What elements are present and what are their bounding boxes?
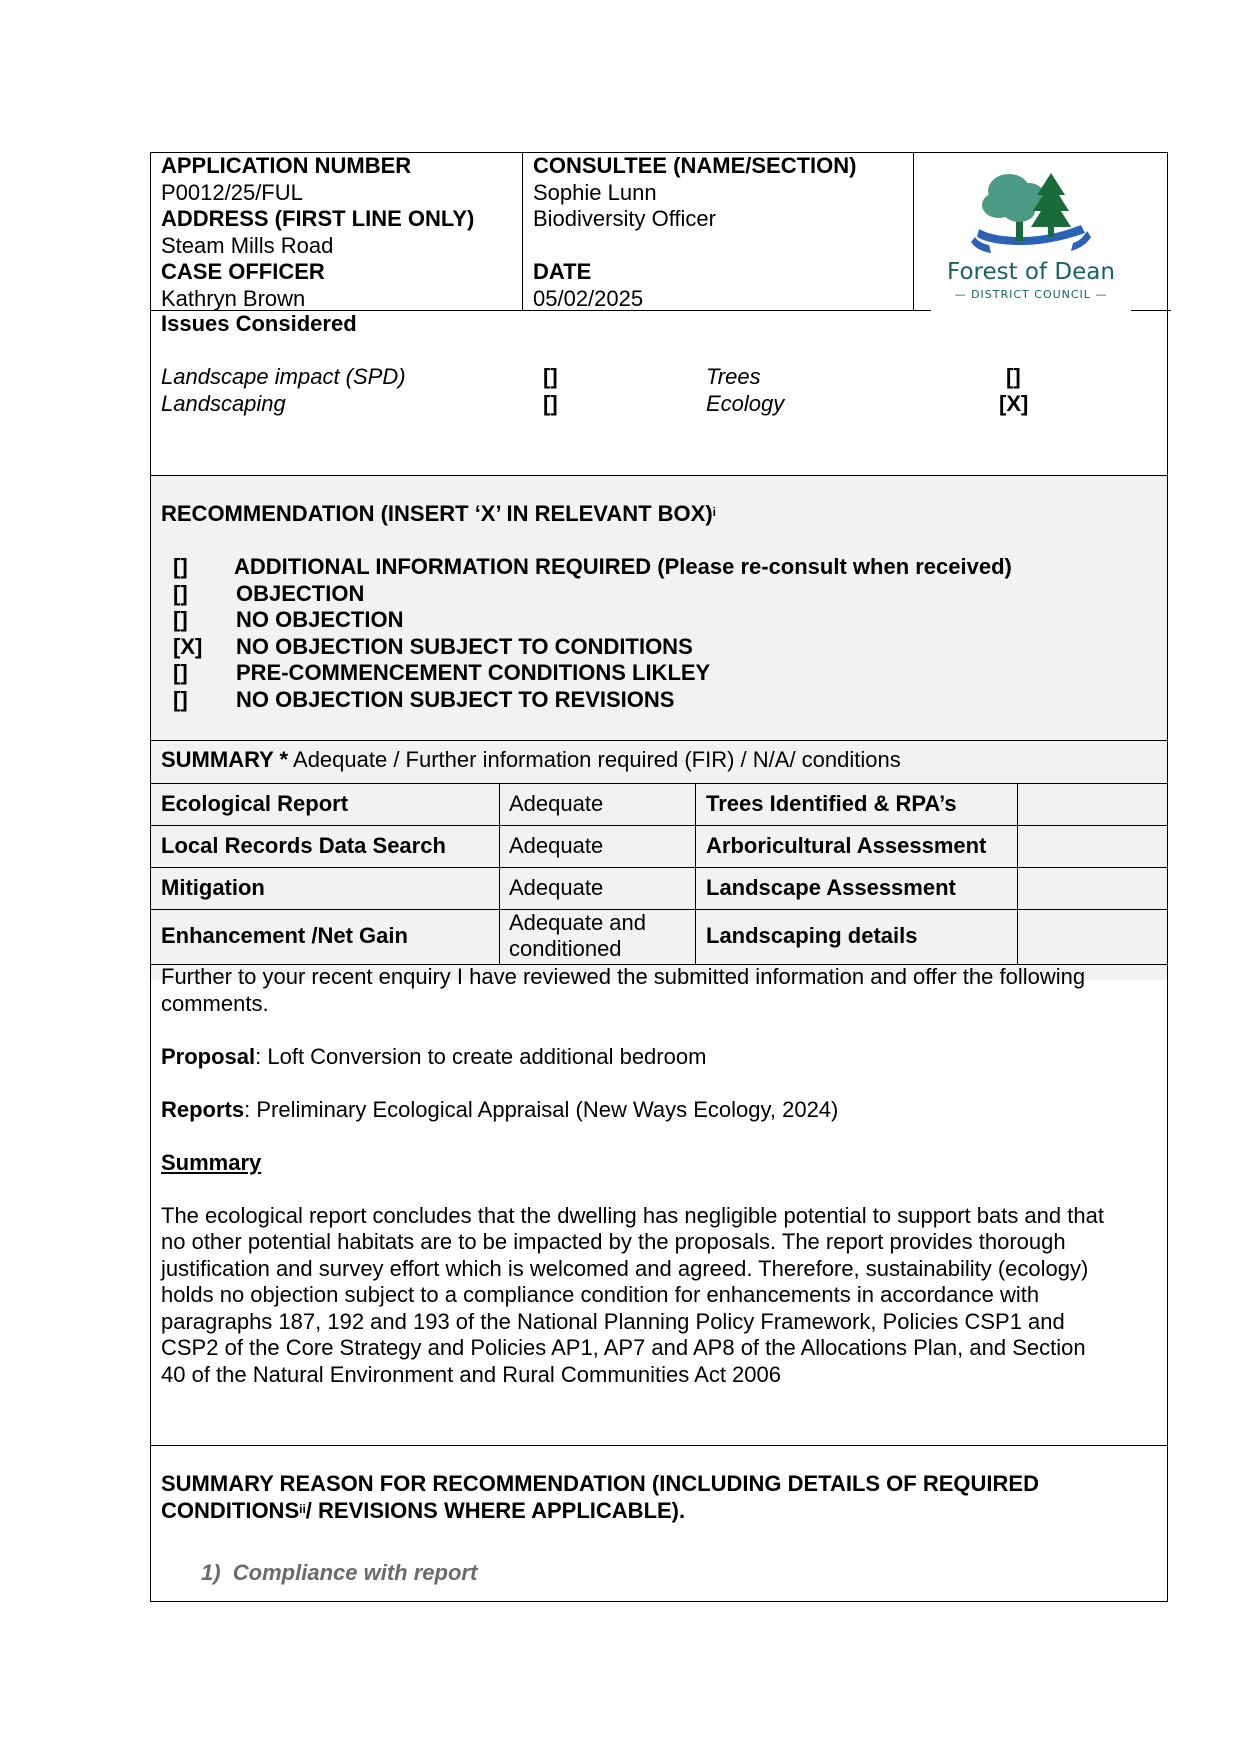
- table-row-status: Adequate: [509, 833, 604, 858]
- summary-col-divider-3: [1017, 783, 1018, 964]
- reports-label: Reports: [161, 1096, 245, 1122]
- summary-rule-1: [151, 783, 1167, 784]
- table-row-item: Ecological Report: [161, 791, 349, 816]
- table-row-item: Mitigation: [161, 875, 265, 900]
- address-label: ADDRESS (FIRST LINE ONLY): [161, 206, 475, 231]
- option-label: NO OBJECTION SUBJECT TO CONDITIONS: [236, 633, 693, 659]
- comments-intro-line1: Further to your recent enquiry I have reviewed the submitted information and offer the following: [161, 964, 1086, 989]
- issue-ecology: Ecology: [706, 390, 785, 416]
- date-value: 05/02/2025: [533, 285, 644, 311]
- issue-ecology-mark: [X]: [999, 390, 1029, 416]
- summary-heading-bold: SUMMARY *: [161, 747, 289, 772]
- reports-text: : Preliminary Ecological Appraisal (New Ways Ecology, 2024): [244, 1096, 839, 1122]
- reason-footnote: ii: [299, 1501, 306, 1516]
- address-value: Steam Mills Road: [161, 232, 334, 258]
- summary-paragraph: [161, 1203, 1104, 1389]
- summary-line: paragraphs 187, 192 and 193 of the National Planning Policy Framework, Policies CSP1 and: [161, 1308, 1065, 1334]
- summary-line: holds no objection subject to a compliance condition for enhancements in accordance with: [161, 1282, 1040, 1307]
- option-mark: []: [173, 580, 188, 606]
- reason-top-rule: [151, 1445, 1167, 1446]
- table-row-item2: Arboricultural Assessment: [706, 833, 987, 858]
- option-mark: []: [173, 554, 188, 579]
- consultee-name: Sophie Lunn: [533, 179, 657, 205]
- issue-trees: Trees: [706, 364, 761, 389]
- table-row-item2: Landscaping details: [706, 923, 918, 948]
- logo-subtitle: — DISTRICT COUNCIL —: [954, 288, 1108, 301]
- summary-line: The ecological report concludes that the dwelling has negligible potential to support bats and that: [161, 1202, 1104, 1228]
- recommendation-title-text: RECOMMENDATION (INSERT ‘X’ IN RELEVANT BOX): [161, 501, 713, 526]
- recommendation-title: [161, 501, 716, 528]
- consultee-label: CONSULTEE (NAME/SECTION): [533, 153, 857, 178]
- logo-name: Forest of Dean: [947, 259, 1115, 285]
- table-row-item2: Landscape Assessment: [706, 875, 956, 900]
- option-mark: []: [173, 607, 188, 632]
- proposal-text: : Loft Conversion to create additional bedroom: [255, 1043, 707, 1069]
- consultation-form: [150, 152, 1168, 1602]
- proposal-label: Proposal: [161, 1043, 256, 1069]
- summary-heading: [161, 747, 901, 774]
- table-row-item2: Trees Identified & RPA’s: [706, 791, 957, 816]
- summary-rule-3: [151, 867, 1167, 868]
- condition-label: Compliance with report: [232, 1560, 478, 1585]
- header-divider-1: [522, 153, 523, 310]
- summary-line: no other potential habitats are to be impacted by the proposals. The report provides thorough: [161, 1229, 1066, 1254]
- application-number-value: P0012/25/FUL: [161, 179, 303, 205]
- option-label: OBJECTION: [236, 580, 365, 606]
- header-bottom-rule-right: [1131, 310, 1171, 311]
- proposal-line: [161, 1044, 706, 1071]
- option-label: ADDITIONAL INFORMATION REQUIRED (Please re-consult when received): [234, 554, 1012, 579]
- reports-line: [161, 1097, 838, 1124]
- summary-top-rule: [151, 740, 1167, 741]
- option-label: NO OBJECTION: [236, 607, 404, 632]
- issue-landscaping: Landscaping: [161, 390, 286, 416]
- table-row-status-line1: Adequate and: [509, 910, 647, 935]
- table-row-status: Adequate: [509, 791, 604, 816]
- summary-subheading: Summary: [161, 1149, 262, 1175]
- reason-title-rest: / REVISIONS WHERE APPLICABLE).: [305, 1497, 686, 1523]
- recommendation-footnote: i: [712, 505, 716, 519]
- comments-intro-line2: comments.: [161, 990, 269, 1016]
- summary-heading-rest: Adequate / Further information required (FIR) / N/A/ conditions: [288, 747, 901, 772]
- application-number-label: APPLICATION NUMBER: [161, 153, 412, 178]
- summary-line: 40 of the Natural Environment and Rural Communities Act 2006: [161, 1361, 781, 1387]
- summary-col-divider-2: [695, 783, 696, 964]
- issue-landscaping-mark: []: [543, 390, 558, 416]
- table-row-status-line2: conditioned: [509, 936, 622, 961]
- option-mark: []: [173, 686, 188, 712]
- summary-line: CSP2 of the Core Strategy and Policies AP1, AP7 and AP8 of the Allocations Plan, and Section: [161, 1335, 1086, 1360]
- option-mark: []: [173, 660, 188, 685]
- table-row-item: Enhancement /Net Gain: [161, 923, 408, 948]
- issue-landscape-impact-mark: []: [543, 364, 558, 389]
- reason-title-line1: SUMMARY REASON FOR RECOMMENDATION (INCLUDING DETAILS OF REQUIRED: [161, 1471, 1039, 1496]
- recommendation-top-rule: [151, 475, 1167, 476]
- option-mark: [X]: [173, 633, 203, 659]
- case-officer-value: Kathryn Brown: [161, 285, 306, 311]
- case-officer-label: CASE OFFICER: [161, 259, 325, 284]
- condition-item: [201, 1560, 477, 1587]
- consultee-section: Biodiversity Officer: [533, 206, 716, 231]
- logo-subtitle-text: DISTRICT COUNCIL: [971, 288, 1091, 301]
- date-label: DATE: [533, 259, 592, 284]
- council-logo: [931, 167, 1131, 323]
- issue-trees-mark: []: [1006, 364, 1021, 389]
- issues-title: Issues Considered: [161, 311, 357, 336]
- option-label: NO OBJECTION SUBJECT TO REVISIONS: [236, 686, 675, 712]
- table-row-item: Local Records Data Search: [161, 833, 446, 858]
- summary-rule-4: [151, 909, 1167, 910]
- reason-title-conditions: CONDITIONS: [161, 1497, 300, 1523]
- summary-rule-2: [151, 825, 1167, 826]
- condition-number: 1): [201, 1560, 221, 1585]
- reason-title-line2: [161, 1498, 685, 1525]
- table-row-status: Adequate: [509, 875, 604, 900]
- summary-line: justification and survey effort which is welcomed and agreed. Therefore, sustainability (ecology): [161, 1255, 1089, 1281]
- summary-col-divider-1: [499, 783, 500, 964]
- issue-landscape-impact: Landscape impact (SPD): [161, 364, 406, 389]
- header-divider-2: [913, 153, 914, 310]
- option-label: PRE-COMMENCEMENT CONDITIONS LIKLEY: [236, 660, 711, 685]
